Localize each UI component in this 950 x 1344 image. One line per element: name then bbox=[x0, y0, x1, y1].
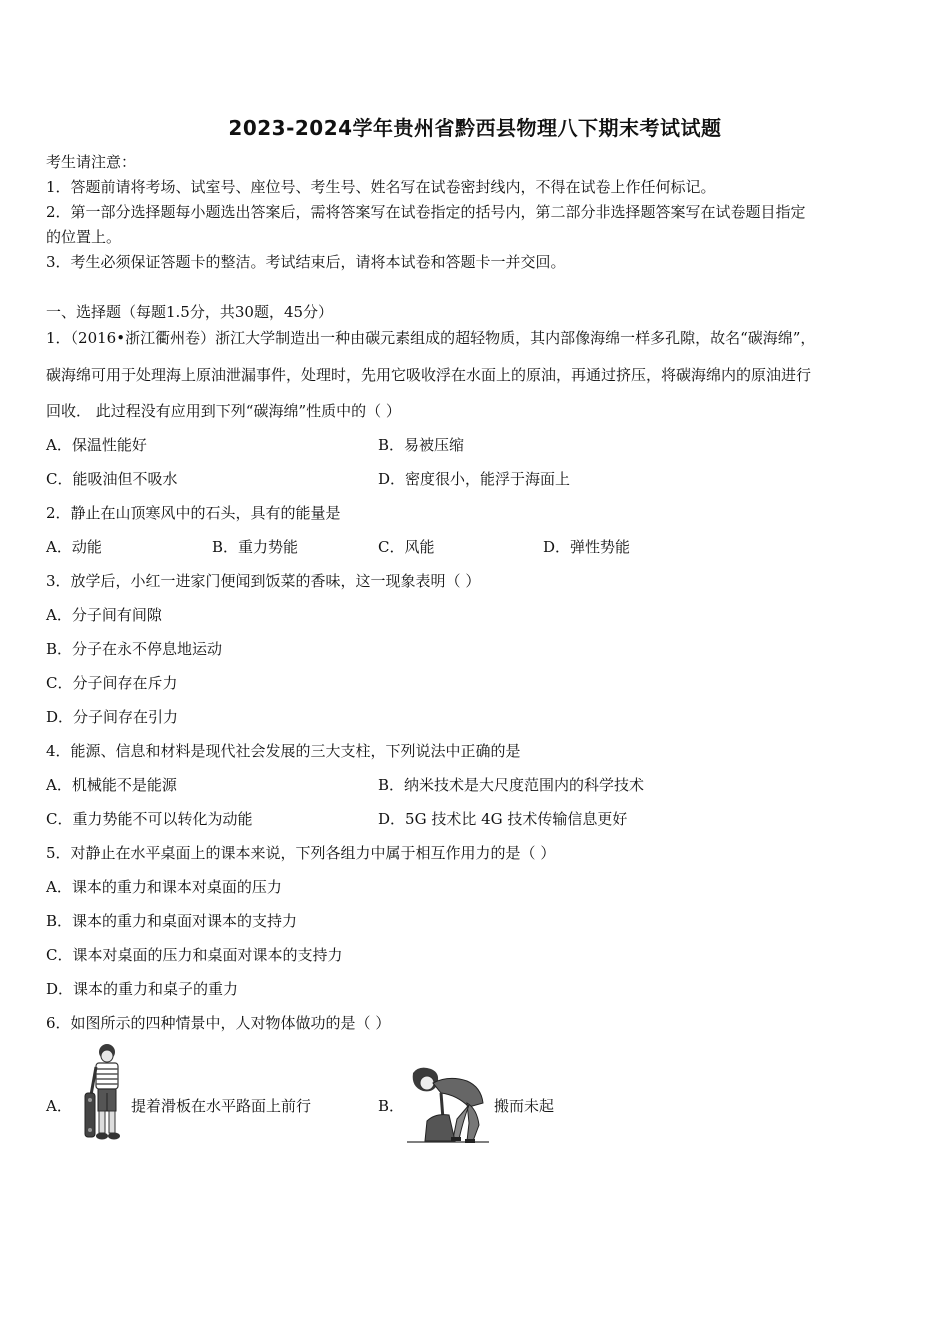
q1-option-c: C．能吸油但不吸水 bbox=[46, 470, 178, 488]
section-heading: 一、选择题（每题1.5分，共30题，45分） bbox=[46, 303, 334, 321]
q4-option-c: C．重力势能不可以转化为动能 bbox=[46, 810, 253, 828]
q2-stem: 2．静止在山顶寒风中的石头，具有的能量是 bbox=[46, 504, 341, 522]
q4-option-b: B．纳米技术是大尺度范围内的科学技术 bbox=[378, 776, 645, 794]
q5-option-d: D．课本的重力和桌子的重力 bbox=[46, 980, 239, 998]
q2-option-d: D．弹性势能 bbox=[543, 538, 631, 556]
q6-option-b-caption: 搬而未起 bbox=[494, 1097, 555, 1115]
q5-option-c: C．课本对桌面的压力和桌面对课本的支持力 bbox=[46, 946, 343, 964]
q4-option-a: A．机械能不是能源 bbox=[46, 776, 177, 794]
q4-option-d: D．5G 技术比 4G 技术传输信息更好 bbox=[378, 810, 628, 828]
q1-stem-line: 碳海绵可用于处理海上原油泄漏事件，处理时，先用它吸收浮在水面上的原油，再通过挤压，将碳海绵内的原油进行 bbox=[46, 366, 812, 384]
q5-option-a: A．课本的重力和课本对桌面的压力 bbox=[46, 878, 282, 896]
q5-stem: 5．对静止在水平桌面上的课本来说，下列各组力中属于相互作用力的是（ ） bbox=[46, 844, 556, 862]
q1-stem-line: 1．（2016•浙江衢州卷）浙江大学制造出一种由碳元素组成的超轻物质，其内部像海绵一样多孔隙，故名“碳海绵”， bbox=[46, 329, 816, 347]
q1-option-d: D．密度很小，能浮于海面上 bbox=[378, 470, 571, 488]
q6-option-a-letter: A． bbox=[46, 1097, 72, 1115]
notice-item: 2．第一部分选择题每小题选出答案后，需将答案写在试卷指定的括号内，第二部分非选择题答案写在试卷题目指定 bbox=[46, 203, 806, 221]
q3-option-c: C．分子间存在斥力 bbox=[46, 674, 178, 692]
q3-option-b: B．分子在永不停息地运动 bbox=[46, 640, 223, 658]
q1-stem-line: 回收． 此过程没有应用到下列“碳海绵”性质中的（ ） bbox=[46, 402, 401, 420]
girl-lifting-box-illustration bbox=[405, 1063, 493, 1145]
q5-option-b: B．课本的重力和桌面对课本的支持力 bbox=[46, 912, 298, 930]
q6-stem: 6．如图所示的四种情景中，人对物体做功的是（ ） bbox=[46, 1014, 391, 1032]
q3-option-d: D．分子间存在引力 bbox=[46, 708, 179, 726]
q3-stem: 3．放学后，小红一进家门便闻到饭菜的香味，这一现象表明（ ） bbox=[46, 572, 481, 590]
q2-option-c: C．风能 bbox=[378, 538, 435, 556]
q3-option-a: A．分子间有间隙 bbox=[46, 606, 162, 624]
notice-header: 考生请注意： bbox=[46, 153, 137, 171]
notice-item: 1．答题前请将考场、试室号、座位号、考生号、姓名写在试卷密封线内，不得在试卷上作任何标记。 bbox=[46, 178, 716, 196]
q2-option-b: B．重力势能 bbox=[212, 538, 299, 556]
notice-item: 的位置上。 bbox=[46, 228, 122, 246]
q6-option-b-letter: B． bbox=[378, 1097, 405, 1115]
q4-stem: 4．能源、信息和材料是现代社会发展的三大支柱，下列说法中正确的是 bbox=[46, 742, 521, 760]
q6-option-a-caption: 提着滑板在水平路面上前行 bbox=[131, 1097, 312, 1115]
page-title: 2023-2024学年贵州省黔西县物理八下期末考试试题 bbox=[228, 116, 722, 140]
notice-item: 3．考生必须保证答题卡的整洁。考试结束后，请将本试卷和答题卡一并交回。 bbox=[46, 253, 566, 271]
q1-option-b: B．易被压缩 bbox=[378, 436, 465, 454]
q2-option-a: A．动能 bbox=[46, 538, 102, 556]
boy-carrying-skateboard-illustration bbox=[80, 1043, 132, 1145]
q1-option-a: A．保温性能好 bbox=[46, 436, 147, 454]
